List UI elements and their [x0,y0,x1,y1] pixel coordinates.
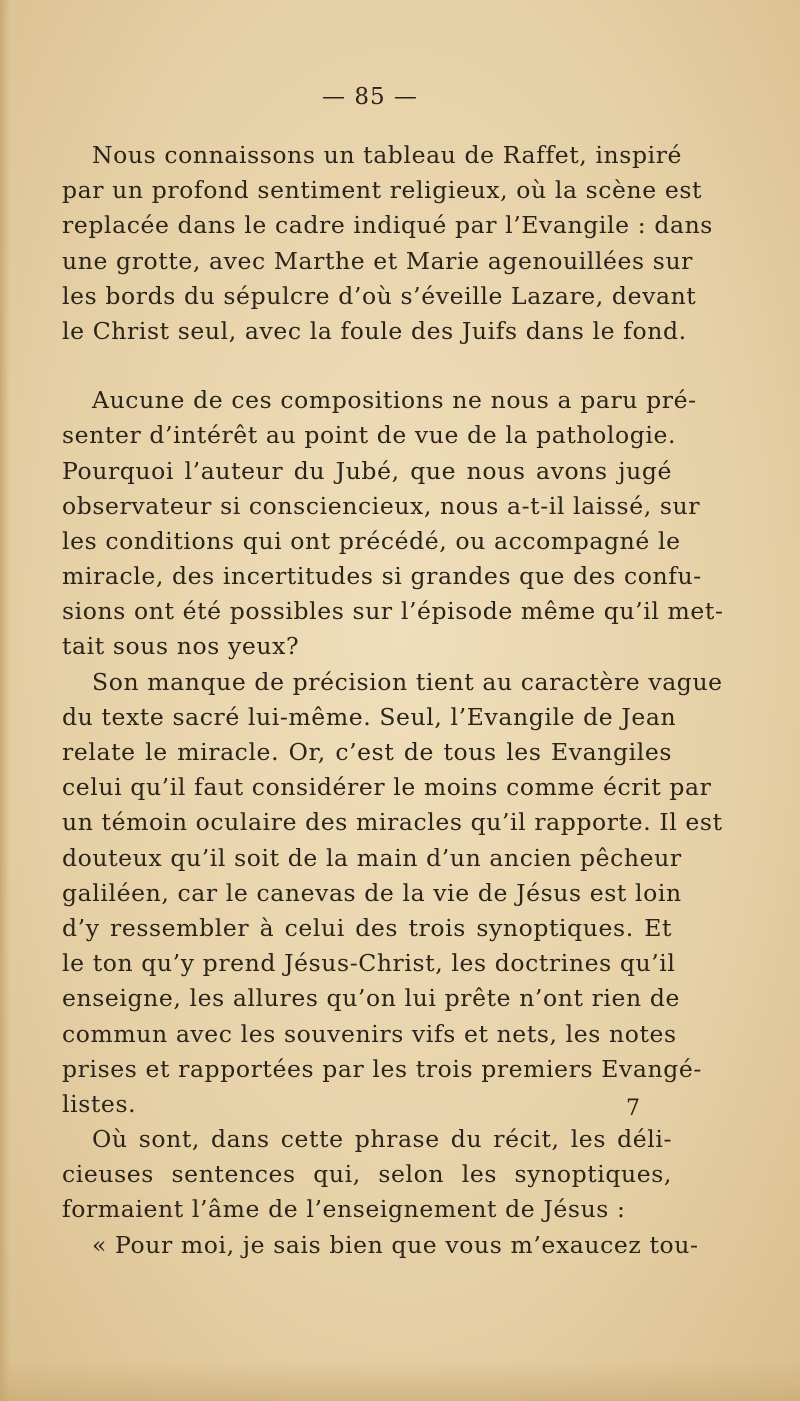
page-number: — 85 — [322,84,418,110]
text-line: le ton qu’y prend Jésus-Christ, les doctrines qu’il [62,949,676,978]
page-bottom-shadow [0,1361,800,1401]
text-line: commun avec les souvenirs vifs et nets, les notes [62,1019,677,1048]
text-line: douteux qu’il soit de la main d’un ancien pêcheur [62,843,682,872]
text-line: listes. [62,1089,137,1118]
paragraph-precision [62,665,723,1122]
paragraph-sentences [62,1122,699,1263]
text-line: miracle, des incertitudes si grandes que des confu- [62,562,702,591]
body-text [62,138,724,1263]
signature-mark: 7 [626,1096,640,1121]
text-line: tait sous nos yeux? [62,632,300,661]
text-line: cieuses sentences qui, selon les synoptiques, [62,1160,672,1189]
text-line: relate le miracle. Or, c’est de tous les Evangiles [62,738,672,766]
text-line: Où sont, dans cette phrase du récit, les déli- [92,1125,672,1154]
text-line: galiléen, car le canevas de la vie de Jésus est loin [62,878,682,907]
text-line: le Christ seul, avec la foule des Juifs dans le fond. [62,316,687,345]
page-edge-shadow [0,0,10,1401]
text-line: Son manque de précision tient au caractère vague [92,667,723,696]
text-line: observateur si consciencieux, nous a-t-il laissé, sur [62,491,701,520]
text-line: une grotte, avec Marthe et Marie agenouillées sur [62,246,694,275]
text-line: « Pour moi, je sais bien que vous m’exaucez tou- [92,1230,699,1259]
text-line: d’y ressembler à celui des trois synoptiques. Et [62,913,672,942]
text-line: enseigne, les allures qu’on lui prête n’ont rien de [62,984,681,1013]
text-line: sions ont été possibles sur l’épisode même qu’il met- [62,597,724,626]
text-line: replacée dans le cadre indiqué par l’Evangile : dans [62,211,713,240]
text-line: prises et rapportées par les trois premiers Evangé- [62,1054,702,1083]
text-line: formaient l’âme de l’enseignement de Jésus : [62,1195,626,1224]
paragraph-compositions [62,383,724,665]
paragraph-gap [62,349,672,383]
text-line: par un profond sentiment religieux, où la scène est [62,176,703,205]
text-line: Pourquoi l’auteur du Jubé, que nous avons jugé [62,456,672,485]
text-line: un témoin oculaire des miracles qu’il rapporte. Il est [62,808,723,837]
text-line: les conditions qui ont précédé, ou accompagné le [62,526,681,555]
text-line: Aucune de ces compositions ne nous a paru pré- [92,386,697,415]
text-line: senter d’intérêt au point de vue de la pathologie. [62,421,677,450]
paragraph-raffet [62,138,713,349]
text-line: les bords du sépulcre d’où s’éveille Lazare, devant [62,281,697,310]
text-line: du texte sacré lui-même. Seul, l’Evangile de Jean [62,702,677,731]
text-line: celui qu’il faut considérer le moins comme écrit par [62,773,712,802]
text-line: Nous connaissons un tableau de Raffet, inspiré [92,141,683,169]
